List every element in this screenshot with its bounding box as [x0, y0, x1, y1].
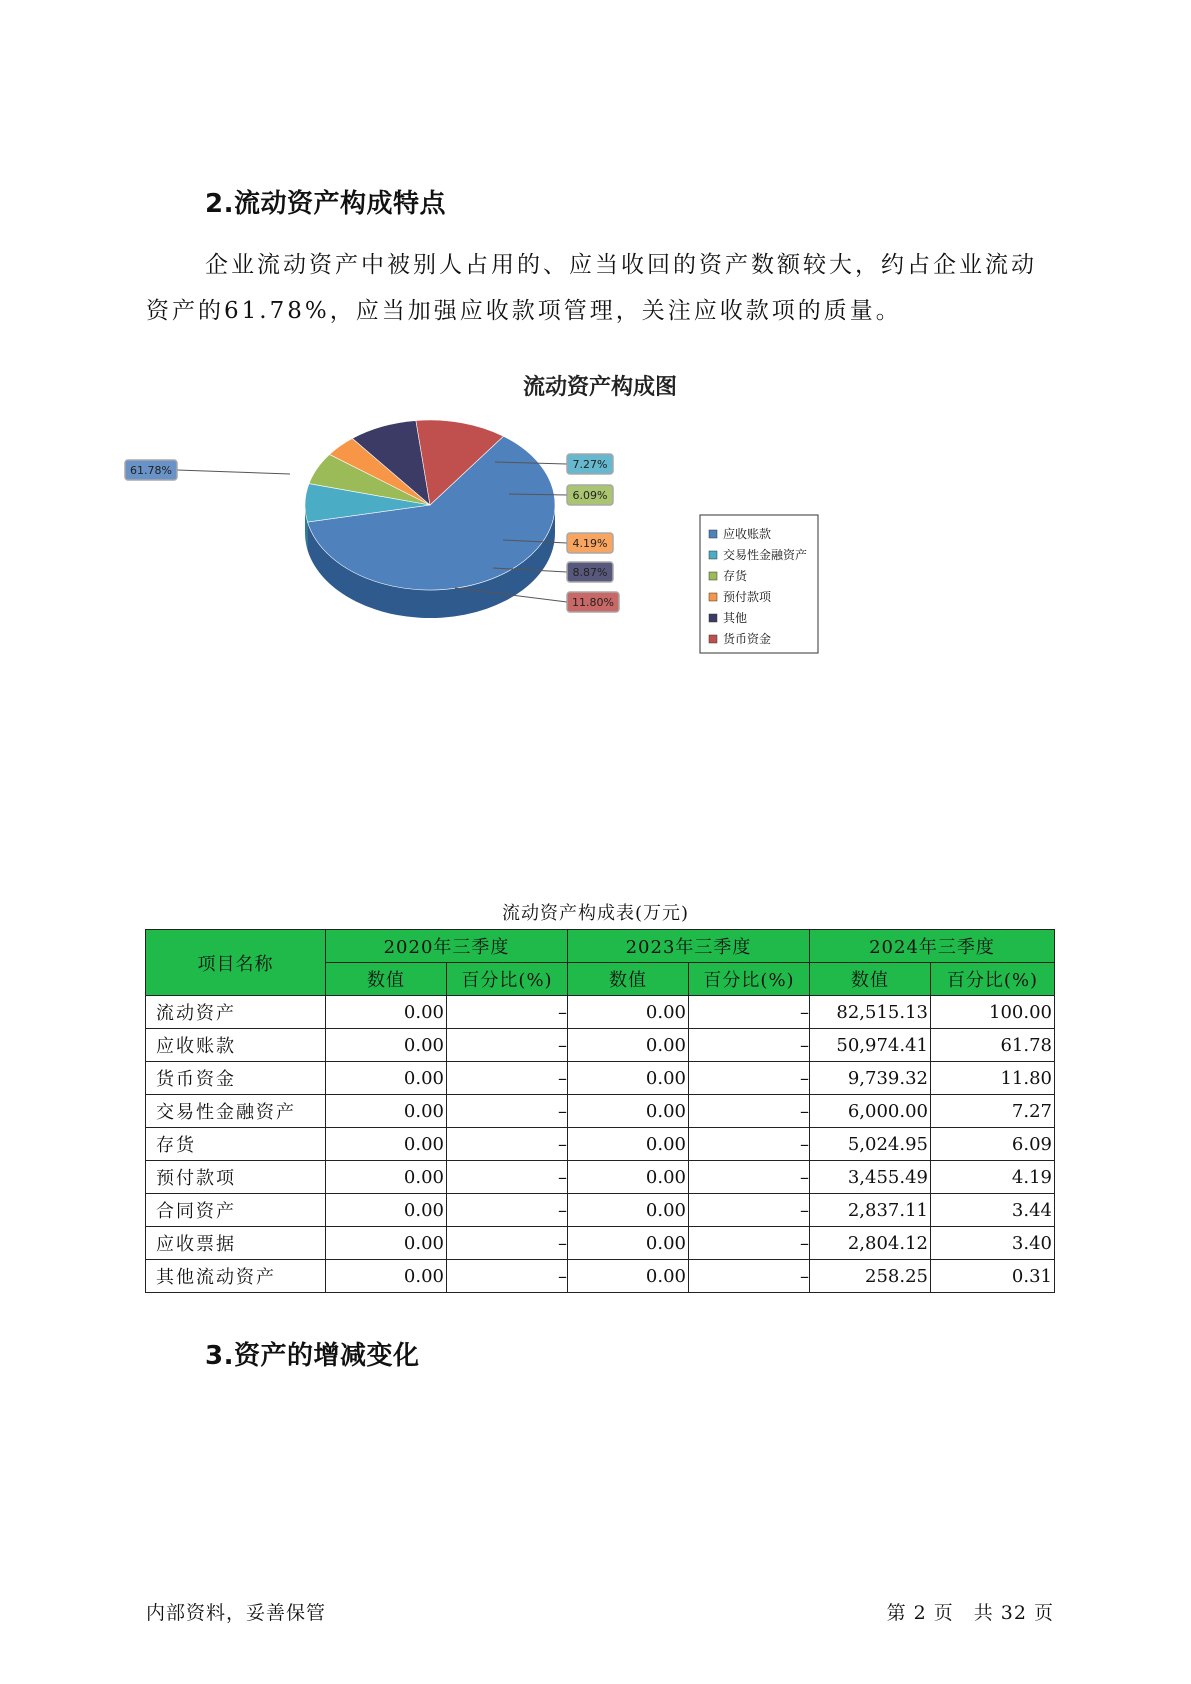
- table-row: [146, 1161, 1055, 1194]
- data-label: 61.78%: [130, 464, 172, 477]
- legend-swatch: [709, 593, 717, 601]
- row-label: 货币资金: [146, 1062, 326, 1095]
- cell-v2020: 0.00: [326, 1161, 447, 1194]
- cell-v2020: 0.00: [326, 1062, 447, 1095]
- cell-v2024: 2,804.12: [810, 1227, 931, 1260]
- pie-chart: [130, 370, 835, 670]
- cell-p2024: 11.80: [931, 1062, 1055, 1095]
- cell-v2020: 0.00: [326, 1194, 447, 1227]
- table-row: [146, 1062, 1055, 1095]
- table-row: [146, 1260, 1055, 1293]
- legend-label: 存货: [723, 569, 748, 583]
- cell-p2023: –: [689, 1227, 810, 1260]
- header-percent: 百分比(%): [447, 963, 568, 996]
- cell-p2024: 0.31: [931, 1260, 1055, 1293]
- table-caption: 流动资产构成表(万元): [501, 903, 690, 924]
- cell-v2023: 0.00: [568, 1227, 689, 1260]
- cell-v2023: 0.00: [568, 996, 689, 1029]
- cell-v2024: 3,455.49: [810, 1161, 931, 1194]
- cell-p2024: 7.27: [931, 1095, 1055, 1128]
- table-row: [146, 1029, 1055, 1062]
- header-value: 数值: [326, 963, 447, 996]
- legend-label: 应收账款: [723, 527, 772, 541]
- cell-p2023: –: [689, 1260, 810, 1293]
- cell-p2024: 61.78: [931, 1029, 1055, 1062]
- legend: [700, 515, 818, 653]
- row-label: 其他流动资产: [146, 1260, 326, 1293]
- header-item-name: 项目名称: [146, 930, 326, 996]
- cell-v2023: 0.00: [568, 1194, 689, 1227]
- cell-p2023: –: [689, 996, 810, 1029]
- cell-v2023: 0.00: [568, 1062, 689, 1095]
- cell-v2020: 0.00: [326, 1095, 447, 1128]
- chart-title: 流动资产构成图: [522, 375, 677, 400]
- cell-p2024: 3.40: [931, 1227, 1055, 1260]
- cell-v2023: 0.00: [568, 1161, 689, 1194]
- table-row: [146, 1227, 1055, 1260]
- cell-v2024: 5,024.95: [810, 1128, 931, 1161]
- section-heading: 2.流动资产构成特点: [205, 189, 446, 219]
- legend-label: 交易性金融资产: [723, 548, 808, 562]
- cell-p2023: –: [689, 1029, 810, 1062]
- leader-line: [177, 470, 290, 474]
- table-row: [146, 996, 1055, 1029]
- header-period: 2024年三季度: [810, 930, 1055, 963]
- data-label: 4.19%: [572, 537, 608, 550]
- cell-p2020: –: [447, 1227, 568, 1260]
- cell-v2024: 82,515.13: [810, 996, 931, 1029]
- legend-label: 其他: [723, 611, 748, 625]
- table-row: [146, 1095, 1055, 1128]
- paragraph: 企业流动资产中被别人占用的、应当收回的资产数额较大，约占企业流动资产的61.78%，应当加强应收款项管理，关注应收款项的质量。: [146, 252, 1037, 324]
- data-label: 7.27%: [572, 458, 608, 471]
- legend-swatch: [709, 572, 717, 580]
- cell-p2020: –: [447, 1128, 568, 1161]
- cell-p2023: –: [689, 1161, 810, 1194]
- table-body: [146, 996, 1055, 1293]
- cell-v2024: 258.25: [810, 1260, 931, 1293]
- legend-label: 预付款项: [723, 590, 772, 604]
- row-label: 应收账款: [146, 1029, 326, 1062]
- legend-swatch: [709, 551, 717, 559]
- cell-v2020: 0.00: [326, 1128, 447, 1161]
- row-label: 应收票据: [146, 1227, 326, 1260]
- cell-p2020: –: [447, 1194, 568, 1227]
- section-heading: 3.资产的增减变化: [205, 1341, 420, 1371]
- row-label: 存货: [146, 1128, 326, 1161]
- cell-v2023: 0.00: [568, 1095, 689, 1128]
- cell-p2020: –: [447, 1095, 568, 1128]
- cell-v2020: 0.00: [326, 1029, 447, 1062]
- cell-p2023: –: [689, 1128, 810, 1161]
- table-row: [146, 1194, 1055, 1227]
- header-period: 2020年三季度: [326, 930, 568, 963]
- header-percent: 百分比(%): [931, 963, 1055, 996]
- cell-v2023: 0.00: [568, 1260, 689, 1293]
- legend-swatch: [709, 635, 717, 643]
- cell-p2020: –: [447, 996, 568, 1029]
- cell-v2024: 50,974.41: [810, 1029, 931, 1062]
- current-assets-table: [145, 929, 1055, 1293]
- cell-p2024: 6.09: [931, 1128, 1055, 1161]
- pie-top: [305, 420, 555, 590]
- header-value: 数值: [568, 963, 689, 996]
- chart-svg: [130, 370, 835, 670]
- cell-v2020: 0.00: [326, 1227, 447, 1260]
- cell-v2020: 0.00: [326, 1260, 447, 1293]
- row-label: 流动资产: [146, 996, 326, 1029]
- cell-p2024: 3.44: [931, 1194, 1055, 1227]
- row-label: 预付款项: [146, 1161, 326, 1194]
- cell-v2024: 6,000.00: [810, 1095, 931, 1128]
- data-label: 6.09%: [572, 489, 608, 502]
- data-label: 11.80%: [572, 596, 614, 609]
- cell-p2020: –: [447, 1062, 568, 1095]
- row-label: 交易性金融资产: [146, 1095, 326, 1128]
- cell-p2023: –: [689, 1095, 810, 1128]
- header-percent: 百分比(%): [689, 963, 810, 996]
- cell-p2020: –: [447, 1161, 568, 1194]
- table-header-row: [146, 930, 1055, 963]
- legend-label: 货币资金: [723, 632, 772, 646]
- cell-p2024: 4.19: [931, 1161, 1055, 1194]
- cell-v2024: 9,739.32: [810, 1062, 931, 1095]
- cell-v2023: 0.00: [568, 1029, 689, 1062]
- cell-p2023: –: [689, 1062, 810, 1095]
- legend-swatch: [709, 530, 717, 538]
- cell-p2023: –: [689, 1194, 810, 1227]
- cell-v2023: 0.00: [568, 1128, 689, 1161]
- header-period: 2023年三季度: [568, 930, 810, 963]
- header-value: 数值: [810, 963, 931, 996]
- table-row: [146, 1128, 1055, 1161]
- cell-p2024: 100.00: [931, 996, 1055, 1029]
- cell-v2020: 0.00: [326, 996, 447, 1029]
- cell-p2020: –: [447, 1260, 568, 1293]
- page-number: 第 2 页 共 32 页: [886, 1602, 1054, 1624]
- data-label: 8.87%: [572, 566, 608, 579]
- row-label: 合同资产: [146, 1194, 326, 1227]
- cell-v2024: 2,837.11: [810, 1194, 931, 1227]
- cell-p2020: –: [447, 1029, 568, 1062]
- footer-note: 内部资料，妥善保管: [146, 1602, 327, 1624]
- legend-swatch: [709, 614, 717, 622]
